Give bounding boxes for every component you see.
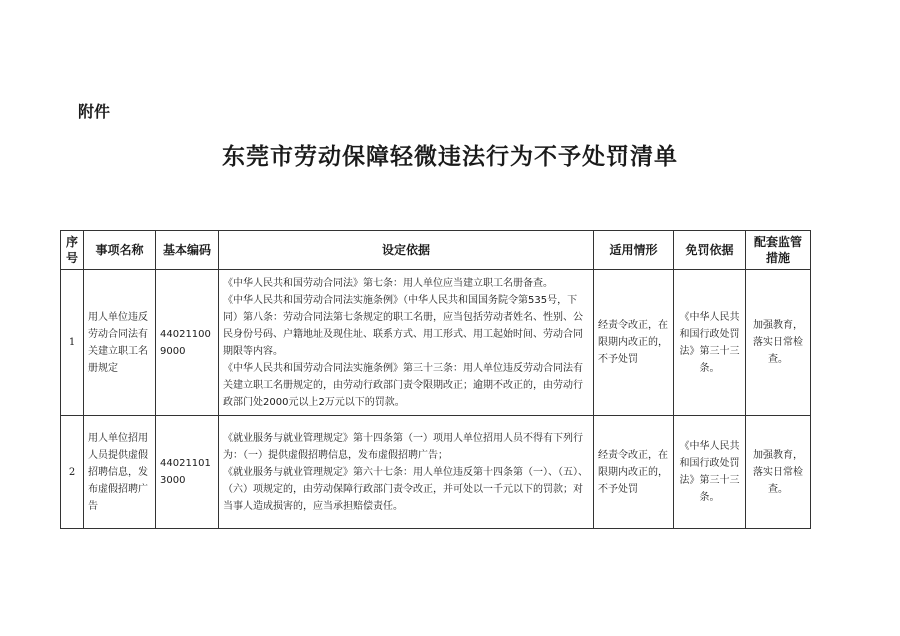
row-item-name: 用人单位招用人员提供虚假招聘信息，发布虚假招聘广告 (84, 416, 156, 529)
basis-paragraph: 《就业服务与就业管理规定》第六十七条：用人单位违反第十四条第（一）、（五）、（六）项规定的，由劳动保障行政部门责令改正，并可处以一千元以下的罚款；对当事人造成损害的，应当承担赔偿责任。 (223, 466, 588, 512)
row-item-name: 用人单位违反劳动合同法有关建立职工名册规定 (84, 270, 156, 416)
header-basis: 设定依据 (219, 231, 594, 270)
basis-paragraph: 《中华人民共和国劳动合同法》第七条：用人单位应当建立职工名册备查。 (223, 277, 553, 289)
header-seq: 序号 (61, 231, 84, 270)
document-title: 东莞市劳动保障轻微违法行为不予处罚清单 (222, 143, 678, 170)
row-measures: 加强教育，落实日常检查。 (746, 416, 811, 529)
table-row (61, 416, 811, 529)
row-seq: 1 (61, 270, 84, 416)
row-exemption: 《中华人民共和国行政处罚法》第三十三条。 (674, 270, 746, 416)
row-measures: 加强教育，落实日常检查。 (746, 270, 811, 416)
header-code: 基本编码 (156, 231, 219, 270)
basis-paragraph: 《中华人民共和国劳动合同法实施条例》（中华人民共和国国务院令第535号，下同）第八条：劳动合同法第七条规定的职工名册，应当包括劳动者姓名、性别、公民身份号码、户籍地址及现住址、联系方式、用工形式、用工起始时间、劳动合同期限等内容。 (223, 294, 583, 357)
header-exemption: 免罚依据 (674, 231, 746, 270)
penalty-exemption-table (60, 230, 811, 529)
header-measures: 配套监管措施 (746, 231, 811, 270)
row-situation: 经责令改正，在限期内改正的，不予处罚 (594, 416, 674, 529)
row-exemption: 《中华人民共和国行政处罚法》第三十三条。 (674, 416, 746, 529)
row-code: 440211009000 (156, 270, 219, 416)
header-situation: 适用情形 (594, 231, 674, 270)
basis-paragraph: 《中华人民共和国劳动合同法实施条例》第三十三条：用人单位违反劳动合同法有关建立职工名册规定的，由劳动行政部门责令限期改正；逾期不改正的，由劳动行政部门处2000元以上2万元以下的罚款。 (223, 362, 583, 408)
row-situation: 经责令改正，在限期内改正的，不予处罚 (594, 270, 674, 416)
table-header-row (61, 231, 811, 270)
row-basis (219, 270, 594, 416)
row-code: 440211013000 (156, 416, 219, 529)
row-seq: 2 (61, 416, 84, 529)
attachment-label: 附件 (78, 102, 111, 121)
header-item-name: 事项名称 (84, 231, 156, 270)
row-basis (219, 416, 594, 529)
basis-paragraph: 《就业服务与就业管理规定》第十四条第（一）项用人单位招用人员不得有下列行为：（一）提供虚假招聘信息，发布虚假招聘广告； (223, 432, 583, 461)
table-row (61, 270, 811, 416)
